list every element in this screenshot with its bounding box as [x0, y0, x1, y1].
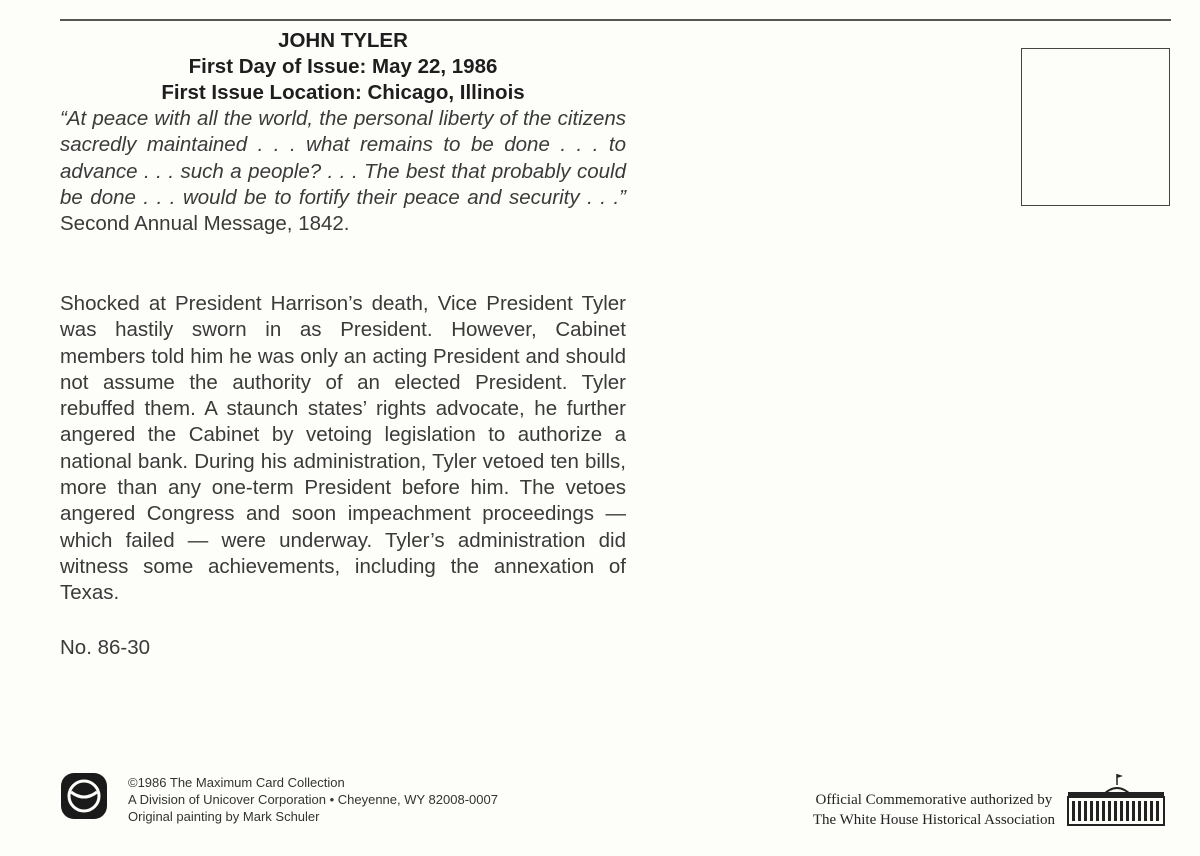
official-commemorative — [813, 790, 1055, 830]
copyright-line: ©1986 The Maximum Card Collection — [128, 775, 345, 790]
publisher-credits — [128, 774, 498, 825]
card-header — [60, 28, 626, 106]
top-divider — [60, 19, 1171, 21]
quote-text: “At peace with all the world, the personal liberty of the citizens sacredly maintained . . . what remains to be done . . . to advance . . . such a people? . . . The best that probably could be done . . . would be to fortify their peace and security . . .” — [60, 107, 626, 209]
stamp-placeholder-box — [1021, 48, 1170, 206]
card-number: No. 86-30 — [60, 636, 151, 659]
official-line-1: Official Commemorative authorized by — [815, 792, 1053, 808]
publisher-address: A Division of Unicover Corporation • Cheyenne, WY 82008-0007 — [128, 792, 498, 807]
biography-paragraph: Shocked at President Harrison’s death, Vice President Tyler was hastily sworn in as President. However, Cabinet members told him he was only an acting President and should not assume the authority of an elected President. Tyler rebuffed them. A staunch states’ rights advocate, he further angered the Cabinet by vetoing legislation to authorize a national bank. During his administration, Tyler vetoed ten bills, more than any one-term President before him. The vetoes angered Congress and soon impeachment proceedings — which failed — were underway. Tyler’s administration did witness some achievements, including the annexation of Texas. — [60, 292, 626, 605]
quote-source: Second Annual Message, 1842. — [60, 212, 350, 236]
painting-credit: Original painting by Mark Schuler — [128, 809, 320, 824]
unicover-logo-icon — [60, 772, 108, 820]
official-line-2: The White House Historical Association — [812, 812, 1055, 828]
title: JOHN TYLER — [278, 29, 408, 52]
white-house-icon — [1066, 772, 1166, 828]
first-issue-location: First Issue Location: Chicago, Illinois — [161, 81, 525, 104]
quote-block — [60, 106, 626, 237]
first-day-of-issue: First Day of Issue: May 22, 1986 — [188, 55, 498, 78]
